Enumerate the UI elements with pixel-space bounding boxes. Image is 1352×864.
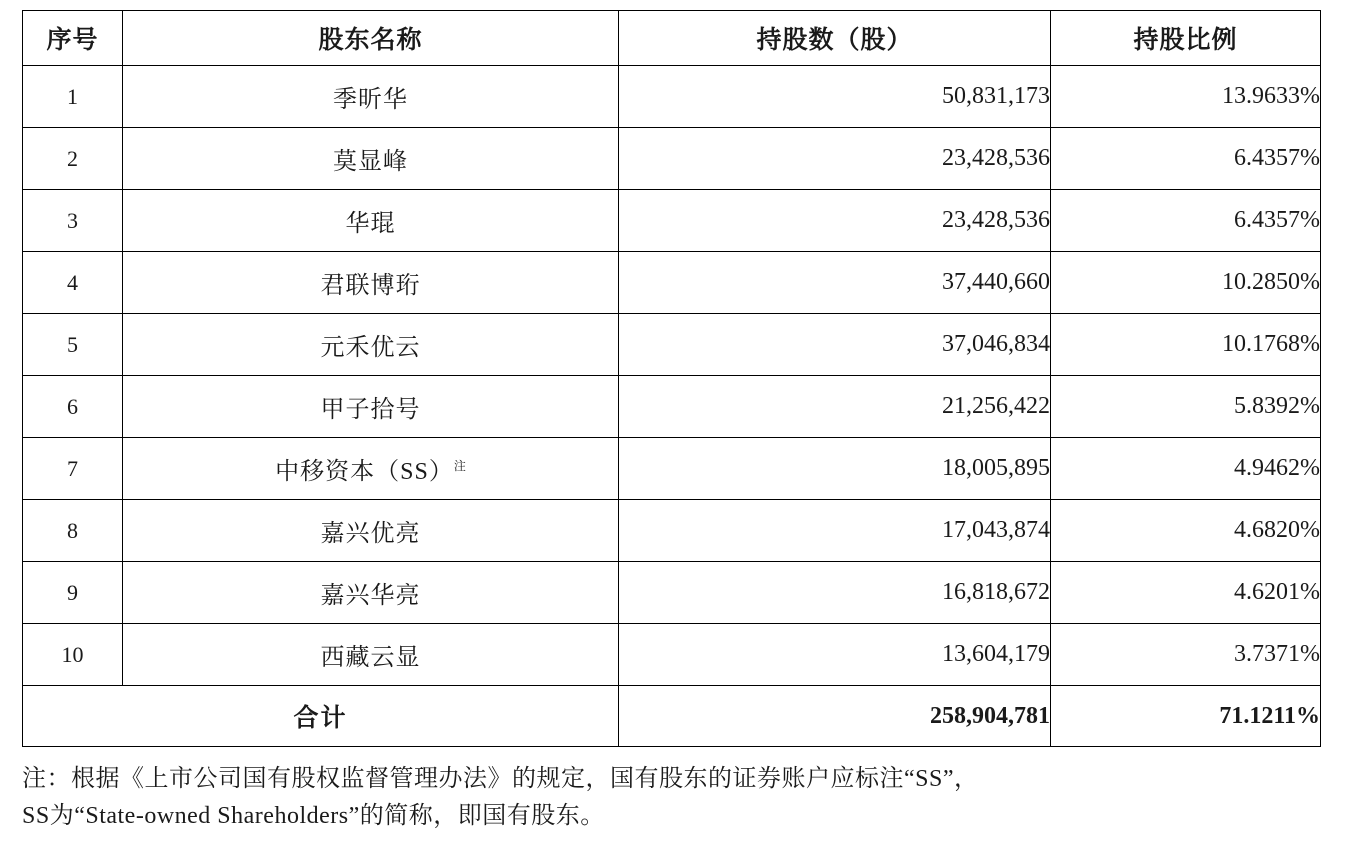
cell-ratio: 6.4357%	[1051, 190, 1321, 252]
cell-no: 1	[23, 66, 123, 128]
cell-ratio: 10.1768%	[1051, 314, 1321, 376]
table-row	[23, 438, 1321, 500]
column-header-shares: 持股数（股）	[619, 11, 1051, 66]
cell-total-shares: 258,904,781	[619, 686, 1051, 747]
cell-no: 10	[23, 624, 123, 686]
table-row	[23, 562, 1321, 624]
cell-shares: 13,604,179	[619, 624, 1051, 686]
cell-shares: 50,831,173	[619, 66, 1051, 128]
table-header	[23, 11, 1321, 66]
cell-shares: 37,046,834	[619, 314, 1051, 376]
column-header-no: 序号	[23, 11, 123, 66]
cell-shares: 17,043,874	[619, 500, 1051, 562]
table-row	[23, 128, 1321, 190]
cell-total-label: 合计	[23, 686, 619, 747]
table-row	[23, 252, 1321, 314]
cell-ratio: 10.2850%	[1051, 252, 1321, 314]
cell-ratio: 4.6820%	[1051, 500, 1321, 562]
cell-no: 7	[23, 438, 123, 500]
cell-no: 4	[23, 252, 123, 314]
cell-no: 2	[23, 128, 123, 190]
table-total-row	[23, 686, 1321, 747]
table-row	[23, 500, 1321, 562]
cell-total-ratio: 71.1211%	[1051, 686, 1321, 747]
cell-shares: 18,005,895	[619, 438, 1051, 500]
cell-no: 9	[23, 562, 123, 624]
cell-name: 嘉兴优亮	[123, 500, 619, 562]
table-header-row	[23, 11, 1321, 66]
cell-name: 嘉兴华亮	[123, 562, 619, 624]
column-header-ratio: 持股比例	[1051, 11, 1321, 66]
table-row	[23, 66, 1321, 128]
cell-name: 季昕华	[123, 66, 619, 128]
cell-ratio: 4.9462%	[1051, 438, 1321, 500]
cell-ratio: 6.4357%	[1051, 128, 1321, 190]
cell-no: 6	[23, 376, 123, 438]
cell-name: 西藏云显	[123, 624, 619, 686]
cell-no: 5	[23, 314, 123, 376]
cell-name: 元禾优云	[123, 314, 619, 376]
cell-name: 华琨	[123, 190, 619, 252]
footnote-line-2: SS为“State-owned Shareholders”的简称，即国有股东。	[22, 803, 605, 830]
cell-name-text: 中移资本（SS）	[275, 459, 454, 485]
column-header-name: 股东名称	[123, 11, 619, 66]
cell-ratio: 13.9633%	[1051, 66, 1321, 128]
table-row	[23, 190, 1321, 252]
cell-name	[123, 438, 619, 500]
table-footnote	[22, 761, 1330, 835]
table-body	[23, 66, 1321, 747]
cell-ratio: 4.6201%	[1051, 562, 1321, 624]
footnote-line-1: 注：根据《上市公司国有股权监督管理办法》的规定，国有股东的证券账户应标注“SS”，	[22, 766, 979, 792]
table-row	[23, 376, 1321, 438]
cell-shares: 23,428,536	[619, 190, 1051, 252]
cell-name: 甲子拾号	[123, 376, 619, 438]
cell-shares: 16,818,672	[619, 562, 1051, 624]
cell-no: 8	[23, 500, 123, 562]
cell-shares: 23,428,536	[619, 128, 1051, 190]
cell-shares: 37,440,660	[619, 252, 1051, 314]
table-row	[23, 314, 1321, 376]
cell-name: 君联博珩	[123, 252, 619, 314]
cell-name: 莫显峰	[123, 128, 619, 190]
table-row	[23, 624, 1321, 686]
cell-ratio: 3.7371%	[1051, 624, 1321, 686]
cell-ratio: 5.8392%	[1051, 376, 1321, 438]
cell-shares: 21,256,422	[619, 376, 1051, 438]
cell-no: 3	[23, 190, 123, 252]
footnote-marker: 注	[453, 459, 466, 473]
shareholders-table	[22, 10, 1321, 747]
